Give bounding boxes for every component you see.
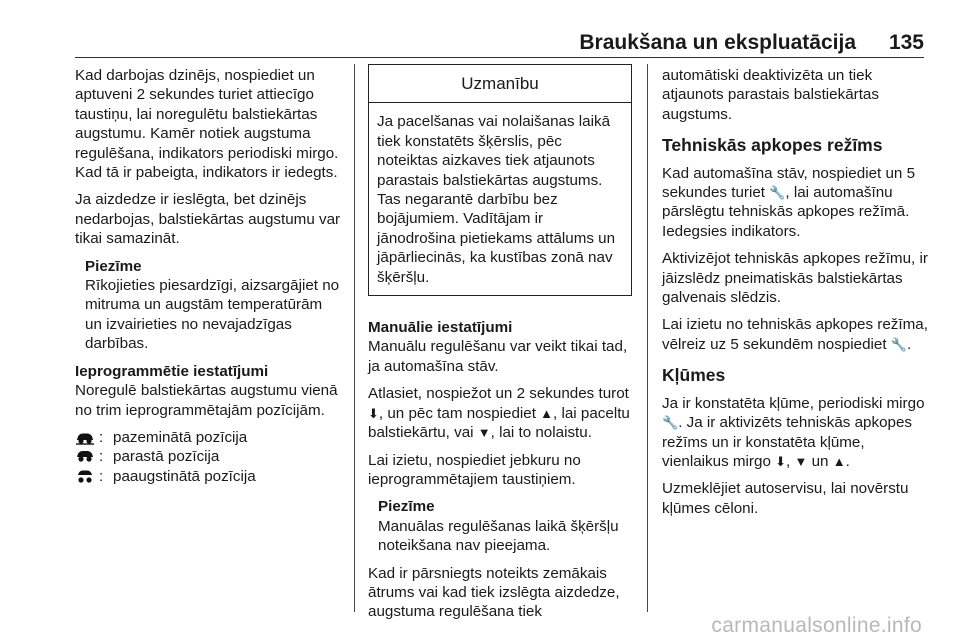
column-middle [368, 66, 632, 630]
section-heading: Kļūmes [662, 365, 726, 386]
paragraph: Lai izietu, nospiediet jebkuru no ieprogrammētajiem taustiņiem. [368, 451, 581, 488]
paragraph [662, 164, 930, 242]
text-fragment: . Ja ir aktivizēts tehniskās apkopes režīms un ir konstatēta kļūme, vienlaikus mirgo [662, 414, 913, 470]
page-title: Braukšana un ekspluatācija [579, 31, 856, 54]
text-fragment: , lai paceltu balstiekārtu, vai [368, 404, 630, 442]
header-divider [75, 57, 924, 58]
column-right [662, 66, 930, 526]
paragraph: Kad ir pārsniegts noteikts zemākais ātrums vai kad tiek izslēgta aizdedze, augstuma regulēšana tiek [368, 564, 620, 621]
paragraph: Noregulē balstiekārtas augstumu vienā no trim ieprogrammētajām pozīcijām. [75, 382, 338, 419]
paragraph [662, 315, 930, 354]
list-item-label: parastā pozīcija [113, 448, 220, 466]
list-item-label: pazeminātā pozīcija [113, 428, 248, 446]
text-fragment: , lai to nolaistu. [490, 424, 592, 442]
warning-text: Ja pacelšanas vai nolaišanas laikā tiek konstatēts šķērslis, pēc noteiktas aizkaves tiek atjaunots parastais balstiekārtas augstums. Tas negarantē darbību bez bojājumiem. Vadītājam ir jānodrošina pietiekams attālums un jāpārliecinās, ka kustības zonā nav šķēršļu. [377, 113, 616, 286]
wrench-icon: 🔧 [890, 336, 907, 352]
text-fragment: , un pēc tam nospiediet [378, 404, 541, 422]
text-fragment: , [786, 452, 795, 470]
paragraph [368, 384, 632, 442]
text-fragment: . [906, 335, 912, 353]
text-fragment: Kad automašīna stāv, nospiediet un 5 sekundes turiet [662, 164, 916, 202]
arrow-up-icon: ▲ [832, 453, 846, 469]
paragraph [662, 394, 930, 472]
list-item [75, 467, 343, 487]
note-title: Piezīme [85, 257, 142, 275]
text-fragment: . [845, 452, 850, 470]
note-text: Rīkojieties piesardzīgi, aizsargājiet no mitruma un augstām temperatūrām un izvairieties no nevajadzīgas darbības. [85, 277, 340, 353]
arrow-down-icon: ▼ [794, 453, 808, 469]
watermark: carmanualsonline.info [711, 614, 922, 637]
warning-box [368, 64, 632, 296]
column-divider-2 [647, 64, 648, 612]
car-high-icon [75, 470, 99, 484]
page-number: 135 [888, 31, 924, 54]
wrench-icon: 🔧 [662, 415, 679, 431]
paragraph: Uzmeklējiet autoservisu, lai novērstu kļūmes cēloni. [662, 480, 909, 517]
note-title: Piezīme [378, 498, 435, 516]
paragraph: Kad darbojas dzinējs, nospiediet un aptuveni 2 sekundes turiet attiecīgo taustiņu, lai noregulētu balstiekārtas augstumu. Kamēr notiek augstuma regulēšana, indikators periodiski mirgo. Kad tā ir pabeigta, indikators ir iedegts. [75, 67, 339, 182]
paragraph: Manuālu regulēšanu var veikt tikai tad, ja automašīna stāv. [368, 338, 628, 375]
page-header [0, 0, 960, 54]
manual-button-icon: ⬇ [368, 405, 379, 421]
section-subheading: Manuālie iestatījumi [368, 319, 513, 337]
paragraph: Ja aizdedze ir ieslēgta, bet dzinējs nedarbojas, balstiekārtas augstumu var tikai samazināt. [75, 191, 341, 248]
text-fragment: Ja ir konstatēta kļūme, periodiski mirgo [662, 394, 925, 412]
wrench-icon: 🔧 [769, 185, 786, 201]
list-item [75, 428, 343, 448]
text-fragment: Lai izietu no tehniskās apkopes režīma, vēlreiz uz 5 sekundēm nospiediet [662, 316, 928, 353]
list-colon: : [99, 448, 104, 466]
note-text: Manuālas regulēšanas laikā šķēršļu noteikšana nav pieejama. [378, 517, 619, 555]
column-divider-1 [354, 64, 355, 612]
column-left [75, 66, 343, 486]
arrow-down-icon: ▼ [477, 425, 491, 441]
section-heading: Tehniskās apkopes režīms [662, 135, 883, 156]
manual-button-icon: ⬇ [775, 453, 787, 469]
car-low-icon [75, 431, 99, 445]
list-colon: : [99, 428, 104, 446]
section-subheading: Ieprogrammētie iestatījumi [75, 362, 269, 380]
list-item [75, 447, 343, 467]
position-list [75, 428, 343, 487]
text-fragment: un [807, 452, 833, 470]
car-normal-icon [75, 450, 99, 464]
list-colon: : [99, 467, 104, 485]
note-block [75, 257, 343, 354]
text-fragment: Atlasiet, nospiežot un 2 sekundes turot [368, 385, 629, 403]
note-block [368, 497, 632, 555]
text-fragment: , lai automašīnu pārslēgtu tehniskās apkopes režīmā. Iedegsies indikators. [662, 184, 910, 240]
arrow-up-icon: ▲ [540, 405, 554, 421]
paragraph: Aktivizējot tehniskās apkopes režīmu, ir jāizslēdz pneimatiskās balstiekārtas galvenais slēdzis. [662, 250, 928, 307]
paragraph: automātiski deaktivizēta un tiek atjaunots parastais balstiekārtas augstums. [662, 67, 879, 123]
warning-title: Uzmanību [369, 65, 631, 103]
list-item-label: paaugstinātā pozīcija [113, 467, 256, 485]
